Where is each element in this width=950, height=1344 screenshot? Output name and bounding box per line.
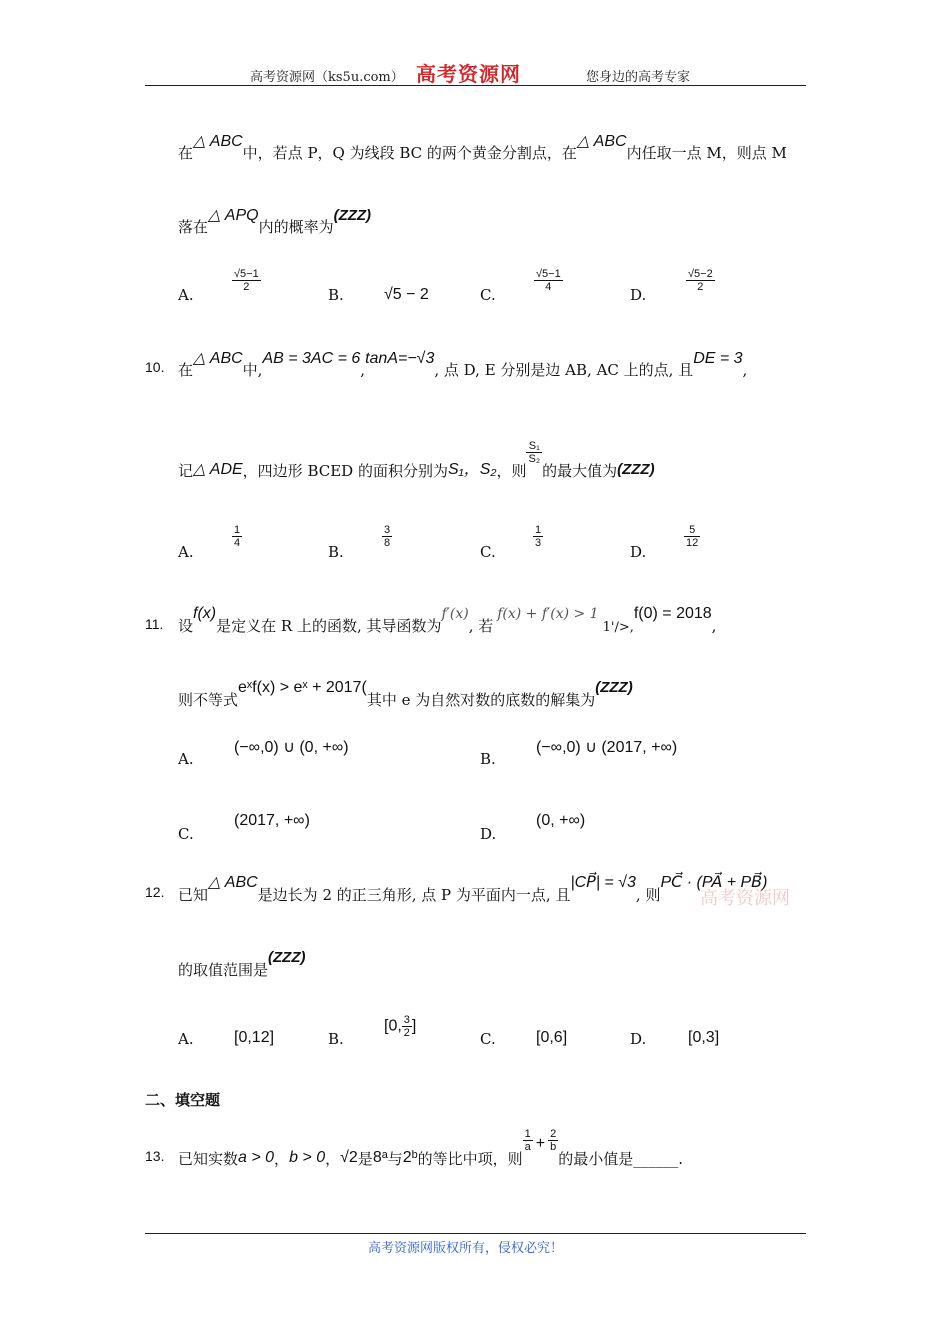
q12-text: 是边长为 2 的正三角形, 点 P 为平面内一点, 且 xyxy=(257,886,571,904)
q10-math: AB = 3AC = 6 xyxy=(262,350,361,367)
q12-math: PC⃗ · (PA⃗ + PB⃗) xyxy=(660,874,768,891)
q9-text: 落在 xyxy=(178,218,209,236)
q9-math-apq: △ APQ xyxy=(208,207,259,224)
q10-math: DE = 3 xyxy=(693,350,743,367)
header-rule xyxy=(145,85,806,86)
header-left: 高考资源网（ks5u.com） xyxy=(250,70,404,85)
frac-numerator: √5−1 xyxy=(536,268,561,280)
section-title: 二、填空题 xyxy=(145,1092,221,1109)
q13-frac-2 xyxy=(548,1128,558,1153)
header-right: 您身边的高考专家 xyxy=(586,70,691,85)
q10-text: 的最大值为 xyxy=(542,462,618,480)
frac-denominator: 4 xyxy=(234,537,241,549)
q12-number: 12. xyxy=(145,884,165,900)
q12-text: 的取值范围是 xyxy=(178,961,269,979)
footer-rule xyxy=(145,1233,806,1234)
q10-answer-placeholder: (ZZZ) xyxy=(617,461,655,478)
q12-option-d-label: D. xyxy=(630,1030,647,1048)
q11-math: f′(x) xyxy=(441,606,469,622)
q11-line1 xyxy=(178,602,717,635)
q9-text: 在 xyxy=(178,144,194,162)
frac-numerator: 1 xyxy=(234,524,241,536)
q13-text: ， xyxy=(325,1150,341,1168)
q9-text: 内的概率为 xyxy=(258,218,334,236)
q10-option-b xyxy=(382,524,392,549)
q11-number: 11. xyxy=(145,616,164,632)
q10-math: △ ABC xyxy=(193,350,243,367)
q9-line1 xyxy=(178,130,787,162)
q10-option-c xyxy=(533,524,543,549)
frac-numerator: 1 xyxy=(535,524,542,536)
q11-text: 1'/>, xyxy=(602,620,634,635)
frac-numerator: S₁ xyxy=(526,440,542,453)
q10-math: S₁，S₂ xyxy=(447,461,497,478)
q10-text: , xyxy=(360,361,366,379)
q12-option-d: [0,3] xyxy=(688,1029,720,1046)
q12-line2 xyxy=(178,946,306,979)
q11-math: eˣf(x) > eˣ + 2017( xyxy=(238,679,367,696)
q9-option-a xyxy=(232,268,261,293)
q11-option-a-label: A. xyxy=(178,750,194,768)
q13-math: 2ᵇ xyxy=(402,1149,418,1166)
q13-text: 的等比中项，则 xyxy=(417,1150,523,1168)
q11-math: f(x) + f′(x) > 1 xyxy=(497,606,599,622)
q13-math: 8ᵃ xyxy=(372,1149,388,1166)
frac-denominator: 2 xyxy=(243,281,250,293)
q9-option-b: √5 − 2 xyxy=(384,286,429,303)
q10-text: , 点 D, E 分别是边 AB, AC 上的点, 且 xyxy=(434,361,694,379)
frac-numerator: 3 xyxy=(403,1014,410,1026)
q13-math: a > 0 xyxy=(238,1149,275,1166)
q10-text: , xyxy=(742,361,748,379)
q10-number: 10. xyxy=(145,359,165,375)
frac-denominator: a xyxy=(524,1141,531,1153)
q11-text: , xyxy=(711,617,717,635)
q13-number: 13. xyxy=(145,1148,165,1164)
q10-option-a xyxy=(232,524,242,549)
q12-option-a-label: A. xyxy=(178,1030,194,1048)
q11-option-b-label: B. xyxy=(480,750,496,768)
q9-option-b-label: B. xyxy=(328,286,344,304)
q9-option-c xyxy=(534,268,563,293)
q11-math: f(0) = 2018 xyxy=(633,605,712,622)
q11-text: 设 xyxy=(178,617,194,635)
q12-option-c-label: C. xyxy=(480,1030,496,1048)
q11-text: 则不等式 xyxy=(178,691,239,709)
frac-numerator: √5−1 xyxy=(234,268,259,280)
q9-option-d xyxy=(686,268,715,293)
frac-numerator: 5 xyxy=(684,524,700,537)
q13-text: ， xyxy=(274,1150,290,1168)
watermark: 高考资源网 xyxy=(700,888,790,909)
q10-option-b-label: B. xyxy=(328,543,344,561)
q10-text: 中, xyxy=(242,361,263,379)
frac-numerator: 1 xyxy=(524,1128,531,1140)
q10-ratio xyxy=(526,440,542,465)
q12-option-b-label: B. xyxy=(328,1030,344,1048)
frac-denominator: 3 xyxy=(535,537,542,549)
q11-option-d-label: D. xyxy=(480,825,497,843)
q9-line2 xyxy=(178,204,372,236)
q9-option-d-label: D. xyxy=(630,286,647,304)
q11-option-c-label: C. xyxy=(178,825,194,843)
q13-math: b > 0 xyxy=(289,1149,326,1166)
q10-text: 记 xyxy=(178,462,194,480)
q13-math: √2 xyxy=(340,1149,358,1166)
q10-line2 xyxy=(178,440,655,480)
q13-text: 是 xyxy=(357,1150,373,1168)
q10-text: 在 xyxy=(178,361,194,379)
interval-open: [0, xyxy=(384,1017,402,1035)
q12-option-a: [0,12] xyxy=(234,1029,275,1046)
footer-text: 高考资源网版权所有，侵权必究！ xyxy=(368,1241,564,1256)
frac-denominator: S₂ xyxy=(528,453,541,465)
header-logo: 高考资源网 xyxy=(416,62,521,86)
q11-math: f(x) xyxy=(193,605,217,622)
frac-denominator: 8 xyxy=(384,537,391,549)
q11-text: 是定义在 R 上的函数, 其导函数为 xyxy=(216,617,442,635)
q10-math: tanA=−√3 xyxy=(365,350,435,367)
q12-math: △ ABC xyxy=(208,874,258,891)
q10-text: ，四边形 BCED 的面积分别为 xyxy=(242,462,448,480)
q12-text: 已知 xyxy=(178,886,209,904)
frac-numerator: √5−2 xyxy=(688,268,713,280)
q10-option-d xyxy=(684,524,700,549)
q13-line xyxy=(178,1128,684,1168)
q9-option-a-label: A. xyxy=(178,286,194,304)
frac-numerator: 2 xyxy=(550,1128,557,1140)
frac-denominator: 2 xyxy=(403,1027,410,1039)
q11-text: , 若 xyxy=(468,617,494,635)
q11-text: 其中 e 为自然对数的底数的解集为 xyxy=(366,691,596,709)
q11-line2 xyxy=(178,676,633,709)
q9-text: 中，若点 P，Q 为线段 BC 的两个黄金分割点，在 xyxy=(242,144,577,162)
q10-option-a-label: A. xyxy=(178,543,194,561)
q13-text: 与 xyxy=(387,1150,403,1168)
q10-line1 xyxy=(178,347,748,379)
q12-answer-placeholder: (ZZZ) xyxy=(268,949,306,966)
q10-option-c-label: C. xyxy=(480,543,496,561)
q11-option-c: (2017, +∞) xyxy=(234,812,310,829)
interval-close: ] xyxy=(411,1017,417,1035)
frac-numerator: 3 xyxy=(384,524,391,536)
q11-option-d: (0, +∞) xyxy=(536,812,586,829)
q9-math-abc: △ ABC xyxy=(193,133,243,150)
q12-option-c: [0,6] xyxy=(536,1029,568,1046)
q10-option-d-label: D. xyxy=(630,543,647,561)
q11-answer-placeholder: (ZZZ) xyxy=(595,679,633,696)
q10-text: ，则 xyxy=(496,462,527,480)
frac-denominator: 2 xyxy=(697,281,704,293)
q9-text: 内任取一点 M，则点 M xyxy=(626,144,787,162)
q12-option-b xyxy=(384,1014,416,1039)
q12-text: , 则 xyxy=(635,886,661,904)
q9-answer-placeholder: (ZZZ) xyxy=(333,207,372,224)
q13-text: 的最小值是______. xyxy=(558,1150,684,1168)
frac-denominator: 12 xyxy=(686,537,699,549)
q13-frac-1 xyxy=(523,1128,533,1153)
q13-text: 已知实数 xyxy=(178,1150,239,1168)
q11-option-a: (−∞,0) ∪ (0, +∞) xyxy=(234,739,349,756)
q9-math-abc2: △ ABC xyxy=(576,133,627,150)
q10-math: △ ADE xyxy=(193,461,243,478)
plus-sign: + xyxy=(535,1135,546,1152)
frac-denominator: 4 xyxy=(545,281,552,293)
q11-option-b: (−∞,0) ∪ (2017, +∞) xyxy=(536,739,678,756)
frac-denominator: b xyxy=(550,1141,557,1153)
q9-option-c-label: C. xyxy=(480,286,496,304)
q12-math: |CP⃗| = √3 xyxy=(570,874,636,891)
